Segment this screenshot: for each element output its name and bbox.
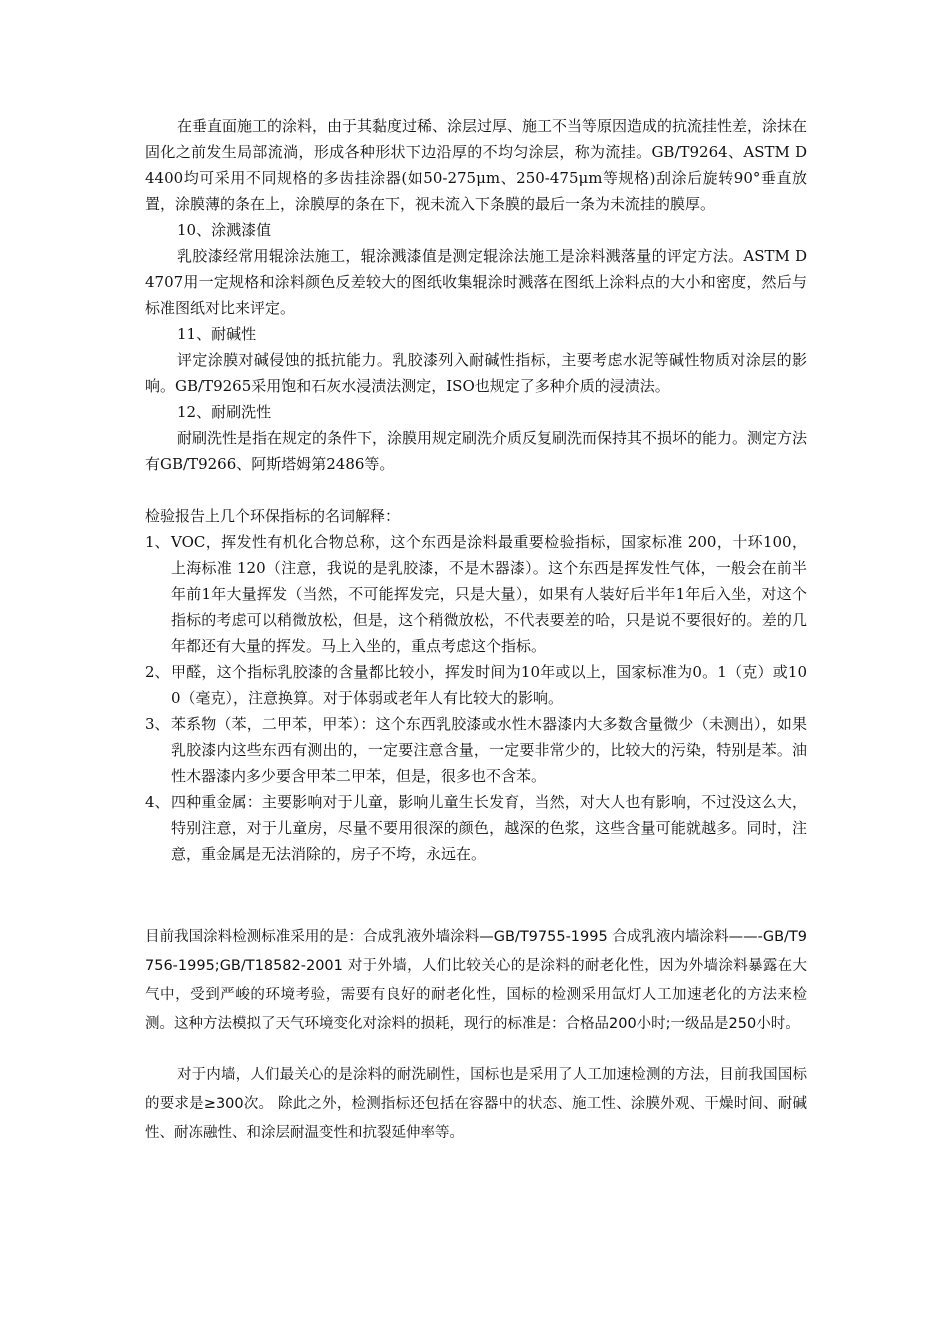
heading-scrub-resistance: 12、耐刷洗性: [177, 403, 272, 421]
list-text: 苯系物（苯，二甲苯，甲苯）：这个东西乳胶漆或水性木器漆内大多数含量微少（未测出），如果乳胶漆内这些东西有测出的，一定要注意含量，一定要非常少的，比较大的污染，特别是苯。油性木器漆内多少要含甲苯二甲苯，但是，很多也不含苯。: [171, 715, 807, 785]
standards-paragraph: 目前我国涂料检测标准采用的是：合成乳液外墙涂料—GB/T9755-1995 合成乳液内墙涂料——-GB/T9756-1995;GB/T18582-2001 对于外墙，人们比较关心的是涂料的耐老化性，因为外墙涂料暴露在大气中，受到严峻的环境考验，需要有良好的耐老化性，国标的检测采用氙灯人工加速老化的方法来检测。这种方法模拟了天气环境变化对涂料的损耗，现行的标准是：合格品200小时;一级品是250小时。: [145, 929, 807, 1032]
list-item: [145, 711, 807, 789]
list-number: 1、: [145, 533, 170, 551]
list-item: [145, 659, 807, 711]
sag-resistance-paragraph: 在垂直面施工的涂料，由于其黏度过稀、涂层过厚、施工不当等原因造成的抗流挂性差，涂抹在固化之前发生局部流淌，形成各种形状下边沿厚的不均匀涂层，称为流挂。GB/T9264、ASTM D 4400均可采用不同规格的多齿挂涂器(如50-275μm、250-475μm等规格)刮涂后旋转90°垂直放置，涂膜薄的条在上，涂膜厚的条在下，视未流入下条膜的最后一条为未流挂的膜厚。: [145, 117, 808, 213]
list-number: 2、: [145, 663, 170, 681]
spacer: [145, 477, 807, 503]
alkali-resistance-paragraph: 评定涂膜对碱侵蚀的抵抗能力。乳胶漆列入耐碱性指标，主要考虑水泥等碱性物质对涂层的影响。GB/T9265采用饱和石灰水浸渍法测定，ISO也规定了多种介质的浸渍法。: [145, 351, 807, 395]
spacer: [145, 1039, 807, 1061]
list-text: 四种重金属：主要影响对于儿童，影响儿童生长发育，当然，对大人也有影响，不过没这么大，特别注意，对于儿童房，尽量不要用很深的颜色，越深的色浆，这些含量可能就越多。同时，注意，重金属是无法消除的，房子不垮，永远在。: [171, 793, 807, 863]
spacer: [145, 867, 807, 923]
list-text: VOC，挥发性有机化合物总称，这个东西是涂料最重要检验指标，国家标准 200，十环100，上海标准 120（注意，我说的是乳胶漆，不是木器漆）。这个东西是挥发性气体，一般会在前半年前1年大量挥发（当然，不可能挥发完，只是大量），如果有人装好后半年1年后入坐，对这个指标的考虑可以稍微放松，但是，这个稍微放松，不代表要差的哈，只是说不要很好的。差的几年都还有大量的挥发。马上入坐的，重点考虑这个指标。: [171, 533, 807, 655]
document-page: [145, 113, 807, 1148]
heading-roller-spatter: 10、涂溅漆值: [177, 221, 272, 239]
env-index-title: 检验报告上几个环保指标的名词解释：: [145, 507, 401, 525]
list-number: 3、: [145, 715, 170, 733]
list-text: 甲醛，这个指标乳胶漆的含量都比较小，挥发时间为10年或以上，国家标准为0。1（克）或100（毫克），注意换算。对于体弱或老年人有比较大的影响。: [171, 663, 807, 707]
list-item: [145, 529, 807, 659]
list-item: [145, 789, 807, 867]
heading-alkali-resistance: 11、耐碱性: [177, 325, 257, 343]
scrub-resistance-paragraph: 耐刷洗性是指在规定的条件下，涂膜用规定刷洗介质反复刷洗而保持其不损坏的能力。测定方法有GB/T9266、阿斯塔姆第2486等。: [145, 429, 808, 473]
roller-spatter-paragraph: 乳胶漆经常用辊涂法施工，辊涂溅漆值是测定辊涂法施工是涂料溅落量的评定方法。ASTM D 4707用一定规格和涂料颜色反差较大的图纸收集辊涂时溅落在图纸上涂料点的大小和密度，然后与标准图纸对比来评定。: [145, 247, 807, 317]
list-number: 4、: [145, 793, 170, 811]
interior-wall-paragraph: 对于内墙，人们最关心的是涂料的耐洗刷性，国标也是采用了人工加速检测的方法，目前我国国标的要求是≥300次。 除此之外，检测指标还包括在容器中的状态、施工性、涂膜外观、干燥时间、耐碱性、耐冻融性、和涂层耐温变性和抗裂延伸率等。: [145, 1067, 807, 1141]
